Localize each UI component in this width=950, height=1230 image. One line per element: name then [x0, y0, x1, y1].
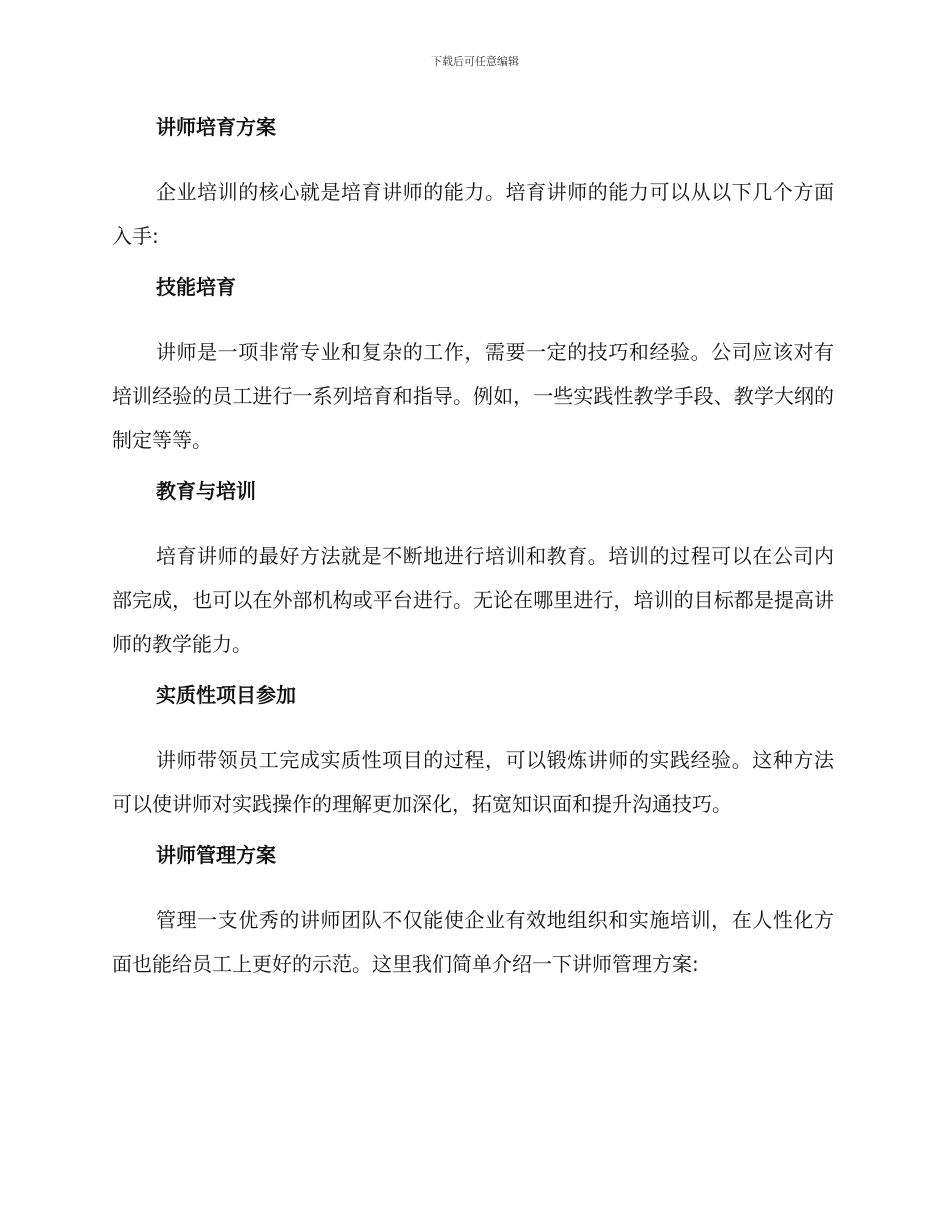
document-body [112, 112, 834, 1000]
section-heading-education-training: 教育与培训 [156, 479, 256, 503]
section-heading-skill-training: 技能培育 [156, 275, 236, 299]
page-header-note: 下载后可任意编辑 [431, 55, 519, 68]
section-paragraph-lecturer-training: 企业培训的核心就是培育讲师的能力。培育讲师的能力可以从以下几个方面入手: [112, 180, 834, 248]
section-heading-lecturer-training: 讲师培育方案 [156, 115, 276, 139]
section-heading-lecturer-management: 讲师管理方案 [156, 843, 276, 867]
section-paragraph-project-participation: 讲师带领员工完成实质性项目的过程，可以锻炼讲师的实践经验。这种方法可以使讲师对实践操作的理解更加深化，拓宽知识面和提升沟通技巧。 [112, 748, 834, 816]
section-heading-project-participation: 实质性项目参加 [156, 683, 296, 707]
section-paragraph-skill-training: 讲师是一项非常专业和复杂的工作，需要一定的技巧和经验。公司应该对有培训经验的员工进行一系列培育和指导。例如，一些实践性教学手段、教学大纲的制定等等。 [112, 340, 834, 452]
section-paragraph-education-training: 培育讲师的最好方法就是不断地进行培训和教育。培训的过程可以在公司内部完成，也可以在外部机构或平台进行。无论在哪里进行，培训的目标都是提高讲师的教学能力。 [112, 544, 834, 656]
section-paragraph-lecturer-management: 管理一支优秀的讲师团队不仅能使企业有效地组织和实施培训，在人性化方面也能给员工上更好的示范。这里我们简单介绍一下讲师管理方案: [112, 908, 834, 976]
